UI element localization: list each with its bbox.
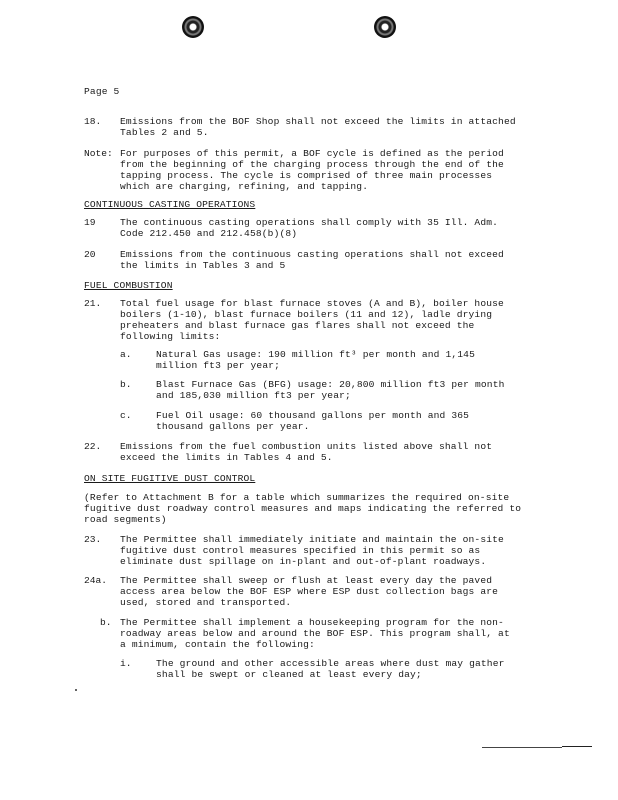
- paragraph-line: the limits in Tables 3 and 5: [120, 260, 286, 271]
- item-number: 23.: [84, 534, 102, 545]
- item-number: 21.: [84, 298, 102, 309]
- seal-icon: [374, 16, 396, 38]
- paragraph-line: For purposes of this permit, a BOF cycle is defined as the period: [120, 148, 504, 159]
- item-number: 20: [84, 249, 96, 260]
- seal-icon: [182, 16, 204, 38]
- paragraph-line: tapping process. The cycle is comprised of three main processes: [120, 170, 493, 181]
- paragraph-line: Code 212.450 and 212.458(b)(8): [120, 228, 298, 239]
- paragraph-line: from the beginning of the charging process through the end of the: [120, 159, 504, 170]
- paragraph-line: a minimum, contain the following:: [120, 639, 315, 650]
- paragraph-line: which are charging, refining, and tapping.: [120, 181, 369, 192]
- paragraph-line: and 185,030 million ft3 per year;: [156, 390, 351, 401]
- paragraph-line: Tables 2 and 5.: [120, 127, 209, 138]
- subitem-label: c.: [120, 410, 132, 421]
- paragraph-line: thousand gallons per year.: [156, 421, 310, 432]
- paragraph-line: fugitive dust roadway control measures and maps indicating the referred to: [84, 503, 522, 514]
- subitem-label: b.: [100, 617, 112, 628]
- paragraph-line: road segments): [84, 514, 167, 525]
- footer-rule: [482, 747, 562, 748]
- section-heading: ON SITE FUGITIVE DUST CONTROL: [84, 473, 256, 484]
- subitem-label: a.: [120, 349, 132, 360]
- footer-rule: [562, 746, 592, 747]
- section-heading: CONTINUOUS CASTING OPERATIONS: [84, 199, 256, 210]
- paragraph-line: The ground and other accessible areas where dust may gather: [156, 658, 505, 669]
- scan-speck: [75, 689, 77, 691]
- paragraph-line: The continuous casting operations shall comply with 35 Ill. Adm.: [120, 217, 499, 228]
- paragraph-line: eliminate dust spillage on in-plant and out-of-plant roadways.: [120, 556, 487, 567]
- paragraph-line: following limits:: [120, 331, 221, 342]
- paragraph-line: exceed the limits in Tables 4 and 5.: [120, 452, 333, 463]
- paragraph-line: Natural Gas usage: 190 million ft³ per month and 1,145: [156, 349, 475, 360]
- page-number: Page 5: [84, 86, 120, 97]
- paragraph-line: roadway areas below and around the BOF ESP. This program shall, at: [120, 628, 510, 639]
- paragraph-line: access area below the BOF ESP where ESP dust collection bags are: [120, 586, 499, 597]
- paragraph-line: (Refer to Attachment B for a table which summarizes the required on-site: [84, 492, 510, 503]
- paragraph-line: shall be swept or cleaned at least every day;: [156, 669, 422, 680]
- item-number: 24a.: [84, 575, 108, 586]
- paragraph-line: used, stored and transported.: [120, 597, 292, 608]
- paragraph-line: The Permittee shall implement a housekeeping program for the non-: [120, 617, 504, 628]
- paragraph-line: The Permittee shall immediately initiate and maintain the on-site: [120, 534, 504, 545]
- paragraph-line: boilers (1-10), blast furnace boilers (11 and 12), ladle drying: [120, 309, 493, 320]
- subitem-label: i.: [120, 658, 132, 669]
- paragraph-line: preheaters and blast furnace gas flares shall not exceed the: [120, 320, 475, 331]
- paragraph-line: Total fuel usage for blast furnace stoves (A and B), boiler house: [120, 298, 504, 309]
- item-number: 22.: [84, 441, 102, 452]
- paragraph-line: The Permittee shall sweep or flush at least every day the paved: [120, 575, 493, 586]
- paragraph-line: Blast Furnace Gas (BFG) usage: 20,800 million ft3 per month: [156, 379, 505, 390]
- note-label: Note:: [84, 148, 113, 159]
- paragraph-line: Emissions from the continuous casting operations shall not exceed: [120, 249, 504, 260]
- paragraph-line: fugitive dust control measures specified in this permit so as: [120, 545, 481, 556]
- paragraph-line: Fuel Oil usage: 60 thousand gallons per month and 365: [156, 410, 470, 421]
- section-heading: FUEL COMBUSTION: [84, 280, 173, 291]
- paragraph-line: Emissions from the fuel combustion units listed above shall not: [120, 441, 493, 452]
- paragraph-line: million ft3 per year;: [156, 360, 281, 371]
- subitem-label: b.: [120, 379, 132, 390]
- item-number: 19: [84, 217, 96, 228]
- item-number: 18.: [84, 116, 102, 127]
- paragraph-line: Emissions from the BOF Shop shall not exceed the limits in attached: [120, 116, 516, 127]
